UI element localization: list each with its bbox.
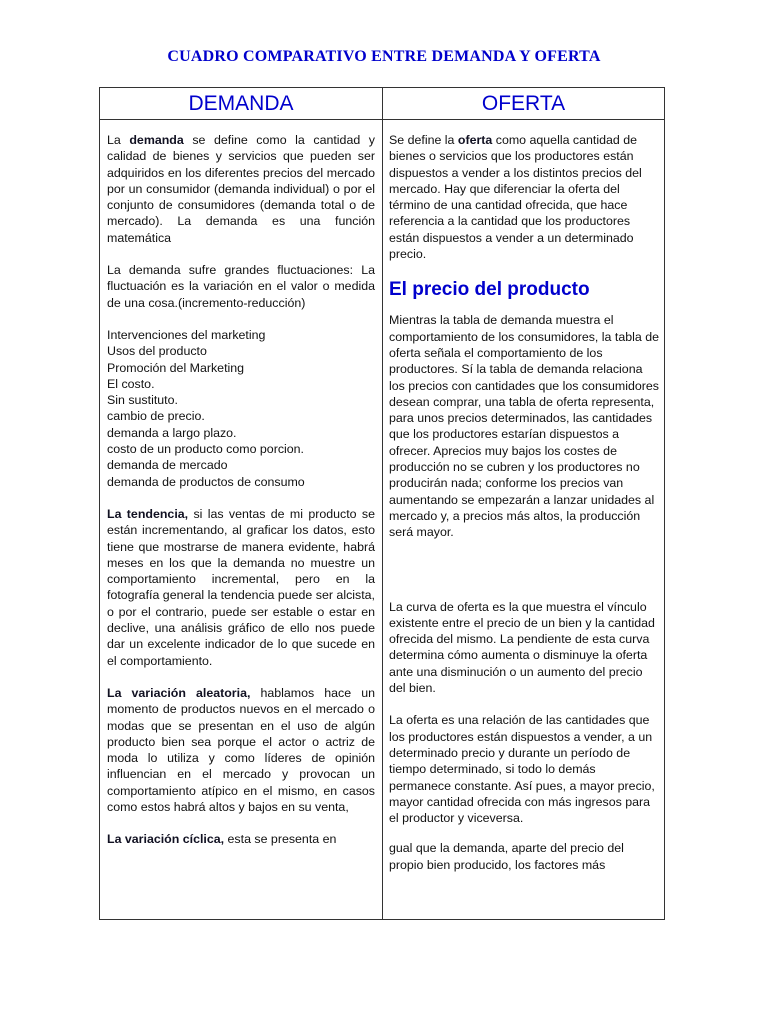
- list-item: Intervenciones del marketing: [107, 327, 266, 342]
- list-item: costo de un producto como porcion.: [107, 442, 304, 457]
- demanda-fluctuations: La demanda sufre grandes fluctuaciones: La fluctuación es la variación en el valor o medida de una cosa.(incremento-reducción): [107, 263, 375, 310]
- list-item: El costo.: [107, 376, 155, 391]
- demanda-definition: La demanda se define como la cantidad y calidad de bienes y servicios que pueden ser adquiridos en los diferentes precios del mercado por un consumidor (demanda individual) o por el conjunto de consumidores (demanda total o de mercado). La demanda es una función matemática: [107, 133, 375, 245]
- precio-heading: El precio del producto: [389, 279, 590, 301]
- ciclica-paragraph: La variación cíclica, esta se presenta en: [107, 832, 337, 847]
- list-item: Sin sustituto.: [107, 393, 178, 408]
- list-item: Usos del producto: [107, 344, 207, 359]
- oferta-table-paragraph: Mientras la tabla de demanda muestra el comportamiento de los consumidores, la tabla de oferta señala el comportamiento de los productores. Sí la tabla de demanda relaciona los precios con cantidades que los consumidores desean comprar, una tabla de oferta representa, para unos precios determinados, las cantidades que los productores estarían dispuestos a ofrecer. Aprecios muy bajos los costes de producción no se cubren y los productores no producirán nada; conforme los precios van aumentando se empezarán a lanzar unidades al mercado y, a precios más altos, la producción será mayor.: [389, 313, 659, 540]
- oferta-column: [389, 132, 659, 873]
- header-demanda: DEMANDA: [188, 92, 294, 115]
- list-item: demanda de mercado: [107, 458, 228, 473]
- list-item: demanda a largo plazo.: [107, 425, 237, 440]
- list-item: Promoción del Marketing: [107, 360, 245, 375]
- header-oferta: OFERTA: [481, 92, 566, 115]
- demanda-column: [107, 132, 375, 848]
- aleatoria-paragraph: La variación aleatoria, hablamos hace un momento de productos nuevos en el mercado o modas que se presentan en el uso de algún producto bien sea porque el actor o actriz de moda lo utiliza y como líderes de opinión influencian en el mercado y provocan un comportamiento atípico en el mismo, en casos como estos habrá altos y bajos en su venta,: [107, 685, 375, 814]
- oferta-factors-paragraph: gual que la demanda, aparte del precio del propio bien producido, los factores más: [389, 841, 624, 872]
- oferta-term: oferta: [457, 133, 493, 147]
- oferta-relation-paragraph: La oferta es una relación de las cantidades que los productores están dispuestos a vender, a un determinado precio y durante un período de tiempo determinado, si todo lo demás permanece constante. Así pues, a mayor precio, mayor cantidad ofrecida con más ingresos para el productor y viceversa.: [389, 713, 655, 826]
- demanda-term: demanda: [129, 133, 184, 147]
- document-title: CUADRO COMPARATIVO ENTRE DEMANDA Y OFERTA: [167, 48, 601, 65]
- factors-list: [107, 327, 375, 490]
- column-divider: [382, 88, 383, 919]
- list-item: cambio de precio.: [107, 409, 205, 424]
- comparison-table: [99, 87, 665, 920]
- oferta-definition: Se define la oferta como aquella cantidad de bienes o servicios que los productores están dispuestos a vender a los distintos precios del mercado. Hay que diferenciar la oferta del término de una cantidad ofrecida, que hace referencia a la cantidad que los productores están dispuestos a vender a un determinado precio.: [389, 133, 642, 262]
- oferta-curve-paragraph: La curva de oferta es la que muestra el vínculo existente entre el precio de un bien y la cantidad ofrecida del mismo. La pendiente de esta curva determina cómo aumenta o disminuye la oferta ante una disminución o un aumento del precio del bien.: [389, 599, 655, 696]
- list-item: demanda de productos de consumo: [107, 474, 305, 489]
- header-divider: [100, 119, 664, 120]
- tendencia-paragraph: La tendencia, si las ventas de mi producto se están incrementando, al graficar los datos, esto tiene que mostrarse de manera evidente, habrá meses en los que la demanda no muestre un comportamiento incremental, pero en la fotografía general la tendencia puede ser alcista, o por el contrario, puede ser estable o estar en declive, una análisis gráfico de ello nos puede dar un excelente indicador de lo que sucede en el comportamiento.: [107, 506, 375, 668]
